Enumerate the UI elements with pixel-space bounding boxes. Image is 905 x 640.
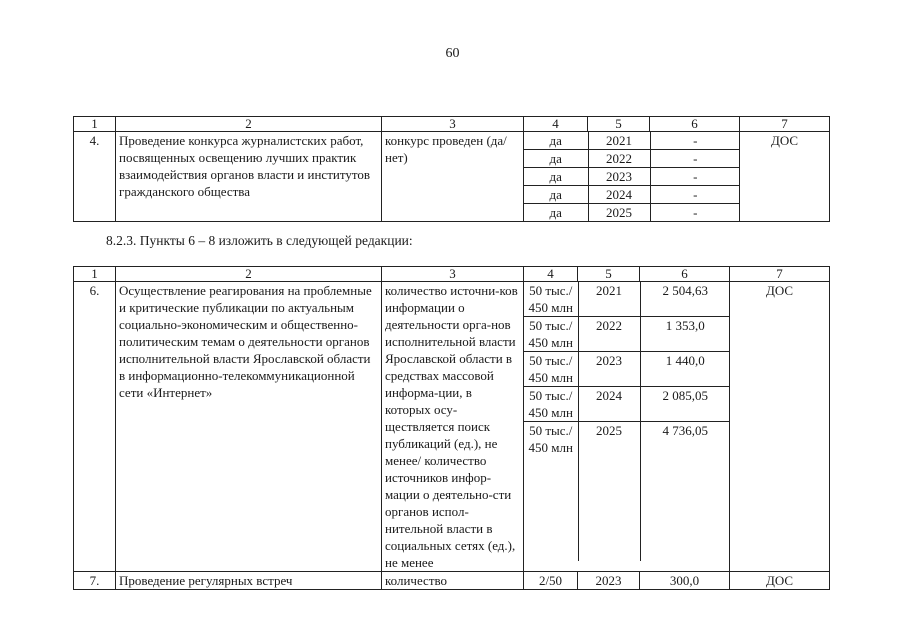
value-cell: да	[524, 132, 588, 150]
header-cell: 1	[74, 117, 116, 132]
executor-cell: ДОС	[730, 282, 830, 572]
year-cell: 2024	[578, 387, 640, 422]
table-row	[74, 572, 830, 590]
amount-cell: 2 504,63	[640, 282, 730, 317]
table-header-row	[74, 267, 830, 282]
row-number: 4.	[74, 132, 116, 222]
measure-title: Проведение регулярных встреч	[116, 572, 382, 590]
value-row	[524, 282, 730, 317]
value-row	[524, 150, 740, 168]
row-number: 7.	[74, 572, 116, 590]
year-cell: 2024	[588, 186, 650, 204]
header-cell: 7	[730, 267, 830, 282]
table-item-6	[73, 266, 830, 590]
year-cell: 2022	[588, 150, 650, 168]
value-row	[524, 317, 730, 352]
year-cell: 2023	[578, 572, 640, 590]
value-row	[524, 186, 740, 204]
values-block	[524, 282, 730, 572]
measure-title: Осуществление реагирования на проблемные и критические публикации по актуальным социально-экономическим и общественно-политическим темам о деятельности органов исполнительной власти Ярославской области в информационно-телекоммуникационной сети «Интернет»	[116, 282, 382, 572]
amount-cell: -	[650, 168, 740, 186]
value-row	[524, 132, 740, 150]
amount-cell: 4 736,05	[662, 423, 708, 438]
header-cell: 3	[382, 117, 524, 132]
table-header-row	[74, 117, 830, 132]
value-cell: да	[524, 150, 588, 168]
value-row	[524, 387, 730, 422]
section-heading: 8.2.3. Пункты 6 – 8 изложить в следующей редакции:	[106, 233, 413, 248]
header-cell: 4	[524, 117, 588, 132]
header-cell: 6	[640, 267, 730, 282]
value-cell: 50 тыс./ 450 млн	[524, 422, 578, 562]
header-cell: 2	[116, 117, 382, 132]
year-cell: 2025	[588, 204, 650, 222]
value-cell: 50 тыс./ 450 млн	[524, 352, 578, 387]
value-cell: да	[524, 186, 588, 204]
measure-title: Проведение конкурса журналистских работ, посвященных освещению лучших практик взаимодействия органов власти и институтов гражданского общества	[116, 132, 382, 222]
header-cell: 7	[740, 117, 830, 132]
amount-cell: -	[650, 150, 740, 168]
amount-cell: -	[693, 205, 698, 220]
indicator-text: количество	[382, 572, 524, 590]
year-cell: 2023	[578, 352, 640, 387]
header-cell: 5	[588, 117, 650, 132]
value-row	[524, 204, 740, 222]
amount-cell: -	[650, 132, 740, 150]
value-cell: да	[524, 168, 588, 186]
value-row	[524, 422, 730, 562]
value-row	[524, 168, 740, 186]
header-cell: 1	[74, 267, 116, 282]
amount-cell: 300,0	[640, 572, 730, 590]
amount-cell: -	[650, 186, 740, 204]
value-cell: 50 тыс./ 450 млн	[524, 282, 578, 317]
table-item-4	[73, 116, 830, 222]
value-cell: да	[524, 204, 588, 222]
value-cell: 50 тыс./ 450 млн	[524, 317, 578, 352]
year-cell: 2025	[578, 422, 640, 562]
header-cell: 5	[578, 267, 640, 282]
amount-cell: 1 440,0	[640, 352, 730, 387]
executor-cell: ДОС	[730, 572, 830, 590]
table-row	[74, 282, 830, 572]
header-cell: 3	[382, 267, 524, 282]
header-cell: 2	[116, 267, 382, 282]
indicator-text: конкурс проведен (да/нет)	[382, 132, 524, 222]
indicator-text: количество источни-ков информации о деятельности орга-нов исполнительной власти Ярославской области в средствах массовой информа-ции, в которых осу-ществляется поиск публикаций (ед.), не менее/ количество источников инфор-мации о деятельно-сти органов испол-нительной власти в социальных сетях (ед.), не менее	[382, 282, 524, 572]
value-cell: 2/50	[524, 572, 578, 590]
header-cell: 6	[650, 117, 740, 132]
values-block	[524, 132, 740, 222]
year-cell: 2021	[578, 282, 640, 317]
year-cell: 2021	[588, 132, 650, 150]
header-cell: 4	[524, 267, 578, 282]
value-row	[524, 352, 730, 387]
year-cell: 2023	[588, 168, 650, 186]
amount-cell: 1 353,0	[640, 317, 730, 352]
executor-cell: ДОС	[740, 132, 830, 222]
row-number: 6.	[74, 282, 116, 572]
page-number: 60	[445, 46, 460, 61]
amount-cell: 2 085,05	[640, 387, 730, 422]
year-cell: 2022	[578, 317, 640, 352]
table-row	[74, 132, 830, 222]
value-cell: 50 тыс./ 450 млн	[524, 387, 578, 422]
